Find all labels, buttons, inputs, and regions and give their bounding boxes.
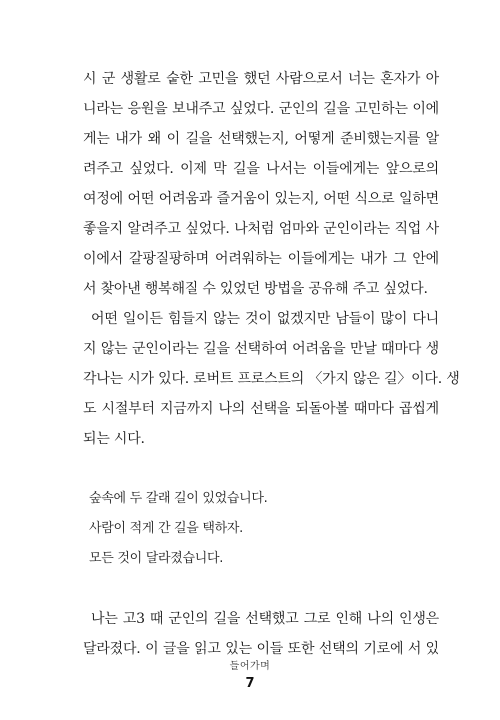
- poem-quote: [83, 484, 439, 574]
- text-line: 서 찾아낸 행복해질 수 있었던 방법을 공유해 주고 싶었다.: [83, 281, 428, 297]
- text-line: 각나는 시가 있다. 로버트 프로스트의 〈가지 않은 길〉이다. 생: [83, 371, 460, 387]
- text-line: 어떤 일이든 힘들지 않는 것이 없겠지만 남들이 많이 다니: [91, 311, 439, 327]
- text-line: 려주고 싶었다. 이제 막 길을 나서는 이들에게는 앞으로의: [83, 161, 439, 177]
- text-line: 도 시절부터 지금까지 나의 선택을 되돌아볼 때마다 곱씹게: [83, 401, 439, 417]
- text-line: 시 군 생활로 숱한 고민을 했던 사람으로서 너는 혼자가 아: [83, 71, 439, 87]
- spacer: [83, 454, 439, 484]
- page-number: 7: [245, 676, 255, 691]
- text-line: 이에서 갈팡질팡하며 어려워하는 이들에게는 내가 그 안에: [83, 251, 439, 267]
- text-line: 좋을지 알려주고 싶었다. 나처럼 엄마와 군인이라는 직업 사: [83, 221, 439, 237]
- text-line: 지 않는 군인이라는 길을 선택하여 어려움을 만날 때마다 생: [83, 341, 439, 357]
- text-line: 나는 고3 때 군인의 길을 선택했고 그로 인해 나의 인생은: [91, 611, 439, 627]
- paragraph-2: [83, 304, 460, 454]
- text-line: 여정에 어떤 어려움과 즐거움이 있는지, 어떤 식으로 일하면: [83, 191, 439, 207]
- paragraph-3: [83, 604, 439, 664]
- paragraph-1: [83, 64, 439, 304]
- text-line: 게는 내가 왜 이 길을 선택했는지, 어떻게 준비했는지를 알: [83, 131, 439, 147]
- text-line: 달라졌다. 이 글을 읽고 있는 이들 또한 선택의 기로에 서 있: [83, 641, 439, 657]
- body-text: [83, 64, 460, 664]
- text-line: 되는 시다.: [83, 431, 145, 447]
- poem-line: 숲속에 두 갈래 길이 있었습니다.: [89, 491, 268, 506]
- section-label: 들어가며: [229, 661, 271, 672]
- poem-line: 모든 것이 달라졌습니다.: [89, 551, 224, 566]
- text-line: 니라는 응원을 보내주고 싶었다. 군인의 길을 고민하는 이에: [83, 101, 439, 117]
- poem-line: 사람이 적게 간 길을 택하자.: [89, 521, 243, 536]
- spacer: [83, 574, 439, 604]
